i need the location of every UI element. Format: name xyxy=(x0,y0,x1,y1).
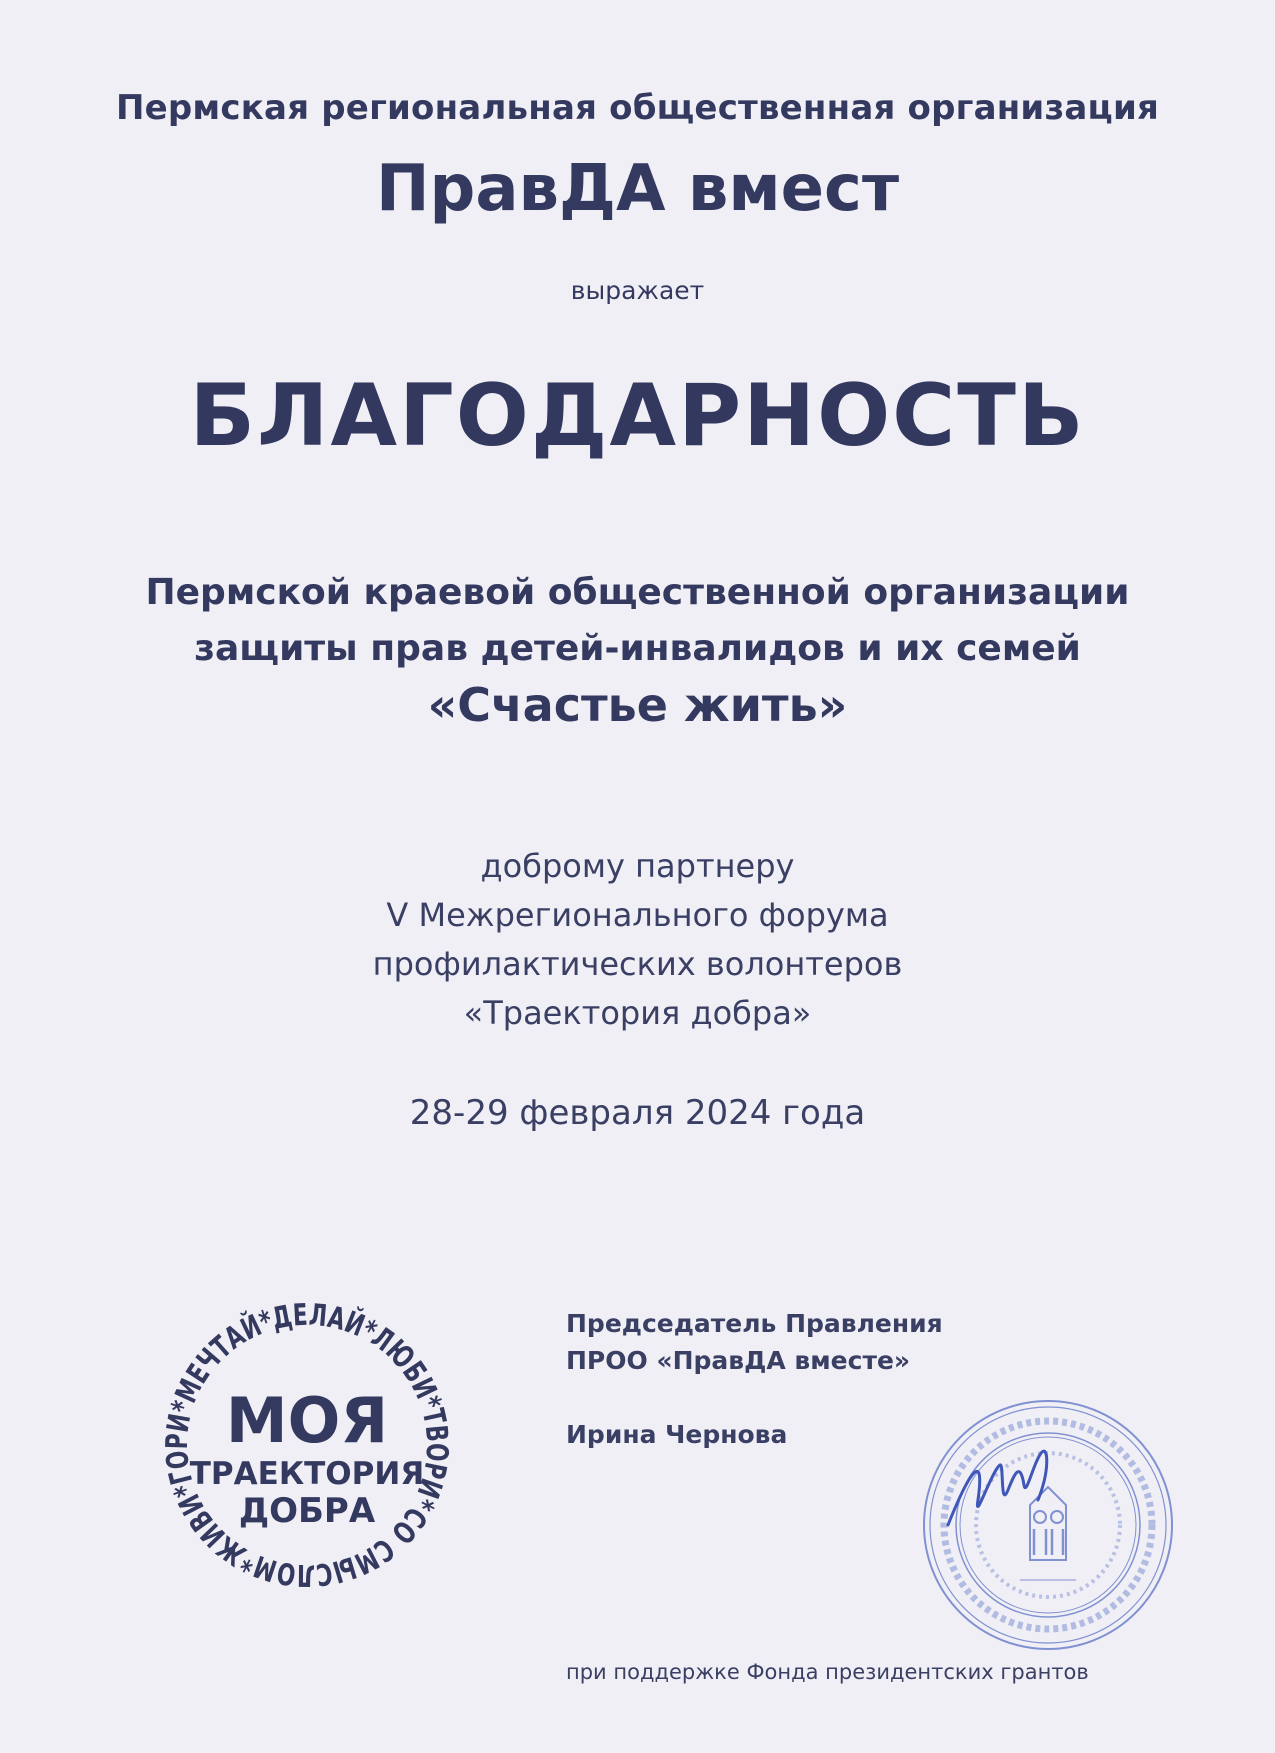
reason-line-1: доброму партнеру xyxy=(480,847,795,885)
event-date: 28-29 февраля 2024 года xyxy=(409,1093,866,1133)
signatory-position-line-1: Председатель Правления xyxy=(566,1309,943,1338)
issuer-name: ПравДА вмест xyxy=(375,152,900,226)
signatory-position-line-2: ПРОО «ПравДА вместе» xyxy=(566,1346,911,1375)
recipient-line-3: «Счастье жить» xyxy=(427,678,848,732)
logo-line-1: МОЯ xyxy=(225,1384,389,1457)
issuer-line: Пермская региональная общественная организация xyxy=(115,88,1159,128)
logo-line-2: ТРАЕКТОРИЯ xyxy=(189,1456,425,1492)
recipient-block xyxy=(0,565,1275,733)
expresses-text: выражает xyxy=(570,276,705,305)
reason-line-4: «Траектория добра» xyxy=(463,994,812,1032)
logo-line-3: ДОБРА xyxy=(238,1491,376,1531)
forum-logo xyxy=(132,1270,482,1620)
recipient-line-1: Пермской краевой общественной организации xyxy=(145,572,1130,613)
signatory-name: Ирина Чернова xyxy=(566,1420,788,1449)
reason-line-3: профилактических волонтеров xyxy=(372,945,903,983)
reason-line-2: V Межрегионального форума xyxy=(386,896,889,934)
recipient-line-2: защиты прав детей-инвалидов и их семей xyxy=(194,628,1081,669)
grant-footer: при поддержке Фонда президентских грантов xyxy=(566,1660,1089,1684)
signature-mark xyxy=(930,1430,1070,1540)
reason-block xyxy=(0,842,1275,1038)
certificate-title: БЛАГОДАРНОСТЬ xyxy=(189,366,1086,466)
signatory-position xyxy=(566,1305,943,1379)
logo-ring-text: СО СМЫСЛОМ*ЖИВИ*ГОРИ*МЕЧТАЙ*ДЕЛАЙ*ЛЮБИ*ТВОРИ* xyxy=(159,1297,455,1593)
